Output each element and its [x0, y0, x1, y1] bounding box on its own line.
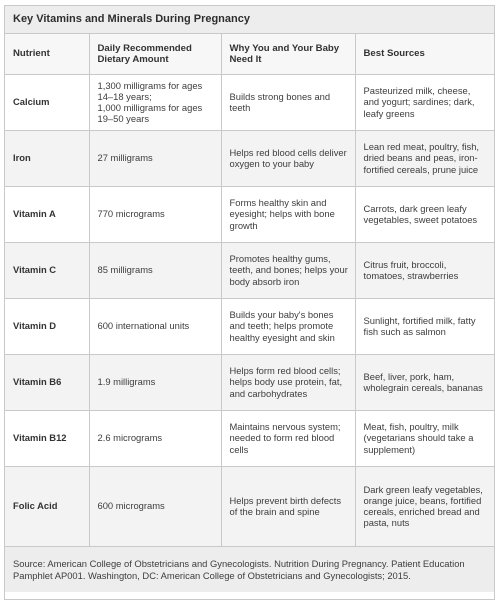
- best-sources: Lean red meat, poultry, fish, dried beans and peas, iron-fortified cereals, prune juice: [355, 130, 494, 186]
- why-needed: Forms healthy skin and eyesight; helps with bone growth: [221, 186, 355, 242]
- daily-amount: 600 international units: [89, 298, 221, 354]
- why-needed: Builds strong bones and teeth: [221, 74, 355, 130]
- nutrient-name: Calcium: [5, 74, 89, 130]
- table-title: Key Vitamins and Minerals During Pregnancy: [5, 6, 494, 34]
- table-row: [5, 354, 494, 410]
- nutrient-name: Vitamin B6: [5, 354, 89, 410]
- best-sources: Pasteurized milk, cheese, and yogurt; sardines; dark, leafy greens: [355, 74, 494, 130]
- why-needed: Helps prevent birth defects of the brain and spine: [221, 466, 355, 546]
- best-sources: Meat, fish, poultry, milk (vegetarians should take a supplement): [355, 410, 494, 466]
- daily-amount: 1.9 milligrams: [89, 354, 221, 410]
- why-needed: Builds your baby's bones and teeth; helps promote healthy eyesight and skin: [221, 298, 355, 354]
- daily-amount: 600 micrograms: [89, 466, 221, 546]
- nutrient-table-panel: [4, 5, 495, 600]
- header-why-needed: Why You and Your Baby Need It: [221, 34, 355, 74]
- table-row: [5, 130, 494, 186]
- daily-amount: 27 milligrams: [89, 130, 221, 186]
- header-nutrient: Nutrient: [5, 34, 89, 74]
- header-row: [5, 34, 494, 74]
- nutrient-name: Vitamin A: [5, 186, 89, 242]
- header-best-sources: Best Sources: [355, 34, 494, 74]
- why-needed: Promotes healthy gums, teeth, and bones; helps your body absorb iron: [221, 242, 355, 298]
- why-needed: Helps red blood cells deliver oxygen to your baby: [221, 130, 355, 186]
- best-sources: Beef, liver, pork, ham, wholegrain cereals, bananas: [355, 354, 494, 410]
- source-citation: Source: American College of Obstetricians and Gynecologists. Nutrition During Pregnancy. Patient Education Pamphlet AP001. Washington, DC: American College of Obstetricians and Gynecologists; 2015.: [5, 547, 494, 592]
- daily-amount: 2.6 micrograms: [89, 410, 221, 466]
- table-row: [5, 466, 494, 546]
- table-row: [5, 186, 494, 242]
- best-sources: Sunlight, fortified milk, fatty fish such as salmon: [355, 298, 494, 354]
- why-needed: Maintains nervous system; needed to form red blood cells: [221, 410, 355, 466]
- daily-amount: 1,300 milligrams for ages 14–18 years; 1,000 milligrams for ages 19–50 years: [89, 74, 221, 130]
- nutrient-name: Vitamin C: [5, 242, 89, 298]
- daily-amount: 770 micrograms: [89, 186, 221, 242]
- table-row: [5, 242, 494, 298]
- nutrient-name: Iron: [5, 130, 89, 186]
- daily-amount: 85 milligrams: [89, 242, 221, 298]
- table-row: [5, 410, 494, 466]
- best-sources: Citrus fruit, broccoli, tomatoes, strawberries: [355, 242, 494, 298]
- nutrient-table: [5, 34, 494, 547]
- best-sources: Dark green leafy vegetables, orange juice, beans, fortified cereals, enriched bread and pasta, nuts: [355, 466, 494, 546]
- header-daily-amount: Daily Recommended Dietary Amount: [89, 34, 221, 74]
- best-sources: Carrots, dark green leafy vegetables, sweet potatoes: [355, 186, 494, 242]
- nutrient-name: Folic Acid: [5, 466, 89, 546]
- table-row: [5, 74, 494, 130]
- table-row: [5, 298, 494, 354]
- nutrient-name: Vitamin D: [5, 298, 89, 354]
- nutrient-name: Vitamin B12: [5, 410, 89, 466]
- why-needed: Helps form red blood cells; helps body use protein, fat, and carbohydrates: [221, 354, 355, 410]
